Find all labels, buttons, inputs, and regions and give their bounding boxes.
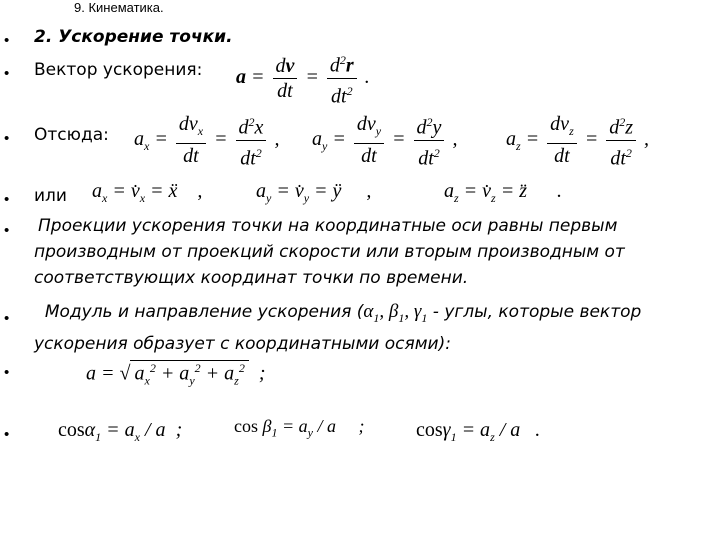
bullet-dot-icon: • [4, 222, 10, 239]
or-label: или [34, 186, 67, 206]
formula-ax-derivative: $a_x$ = $\frac{dv_x}{dt}$ = $\frac{d^2x}{dt^2}$ , [134, 113, 280, 170]
bullet-dot-icon: • [4, 65, 10, 82]
formula-ay-derivative: $a_y$ = $\frac{dv_y}{dt}$ = $\frac{d^2y}{dt^2}$ , [312, 113, 458, 170]
bullet-dot-icon: • [4, 364, 10, 381]
magnitude-text-start: Модуль и направление ускорения ( [44, 302, 364, 322]
magnitude-direction-paragraph [34, 299, 710, 357]
bullet-dot-icon: • [4, 32, 10, 49]
formula-magnitude: a = √ $a_x^2 + a_y^2 + a_z^2$ ; [86, 361, 266, 388]
formula-ay-dot: $a_y$ = $v̇_y$ = ÿ , [256, 180, 372, 205]
bullet-dot-icon: • [4, 130, 10, 147]
bullet-dot-icon: • [4, 426, 10, 443]
formula-az-dot: $a_z$ = $v̇_z$ = z̈ . [444, 180, 562, 205]
vector-label: Вектор ускорения: [34, 60, 203, 80]
formula-cos-beta: $\cos \beta_1 = a_y / a$ ; [234, 416, 365, 440]
section-title: 2. Ускорение точки. [34, 27, 233, 47]
formula-acceleration-vector: a = $\frac{dv}{dt}$ = $\frac{d^2r}{dt^2}$ . [236, 53, 370, 108]
formula-cos-gamma: $\cos\gamma_1 = a_z / a$ . [416, 419, 541, 444]
formula-az-derivative: $a_z$ = $\frac{dv_z}{dt}$ = $\frac{d^2z}{dt^2}$ , [506, 113, 650, 170]
projections-paragraph: Проекции ускорения точки на координатные оси равны первым производным от проекций скорости или вторым производным от соответствующих координат точки по времени. [34, 216, 625, 288]
slide-header: 9. Кинематика. [74, 0, 164, 15]
bullet-dot-icon: • [4, 310, 10, 327]
hence-label: Отсюда: [34, 125, 109, 145]
formula-cos-alpha: $\cos\alpha_1 = a_x / a$ ; [58, 419, 183, 444]
bullet-dot-icon: • [4, 191, 10, 208]
magnitude-text-end: - углы, которые вектор ускорения образует с координатными осями): [34, 302, 642, 354]
formula-ax-dot: $a_x$ = $v̇_x$ = ẍ , [92, 180, 203, 205]
alpha-beta-gamma-symbols: $\alpha_1$, $\beta_1$, $\gamma_1$ [363, 301, 428, 325]
